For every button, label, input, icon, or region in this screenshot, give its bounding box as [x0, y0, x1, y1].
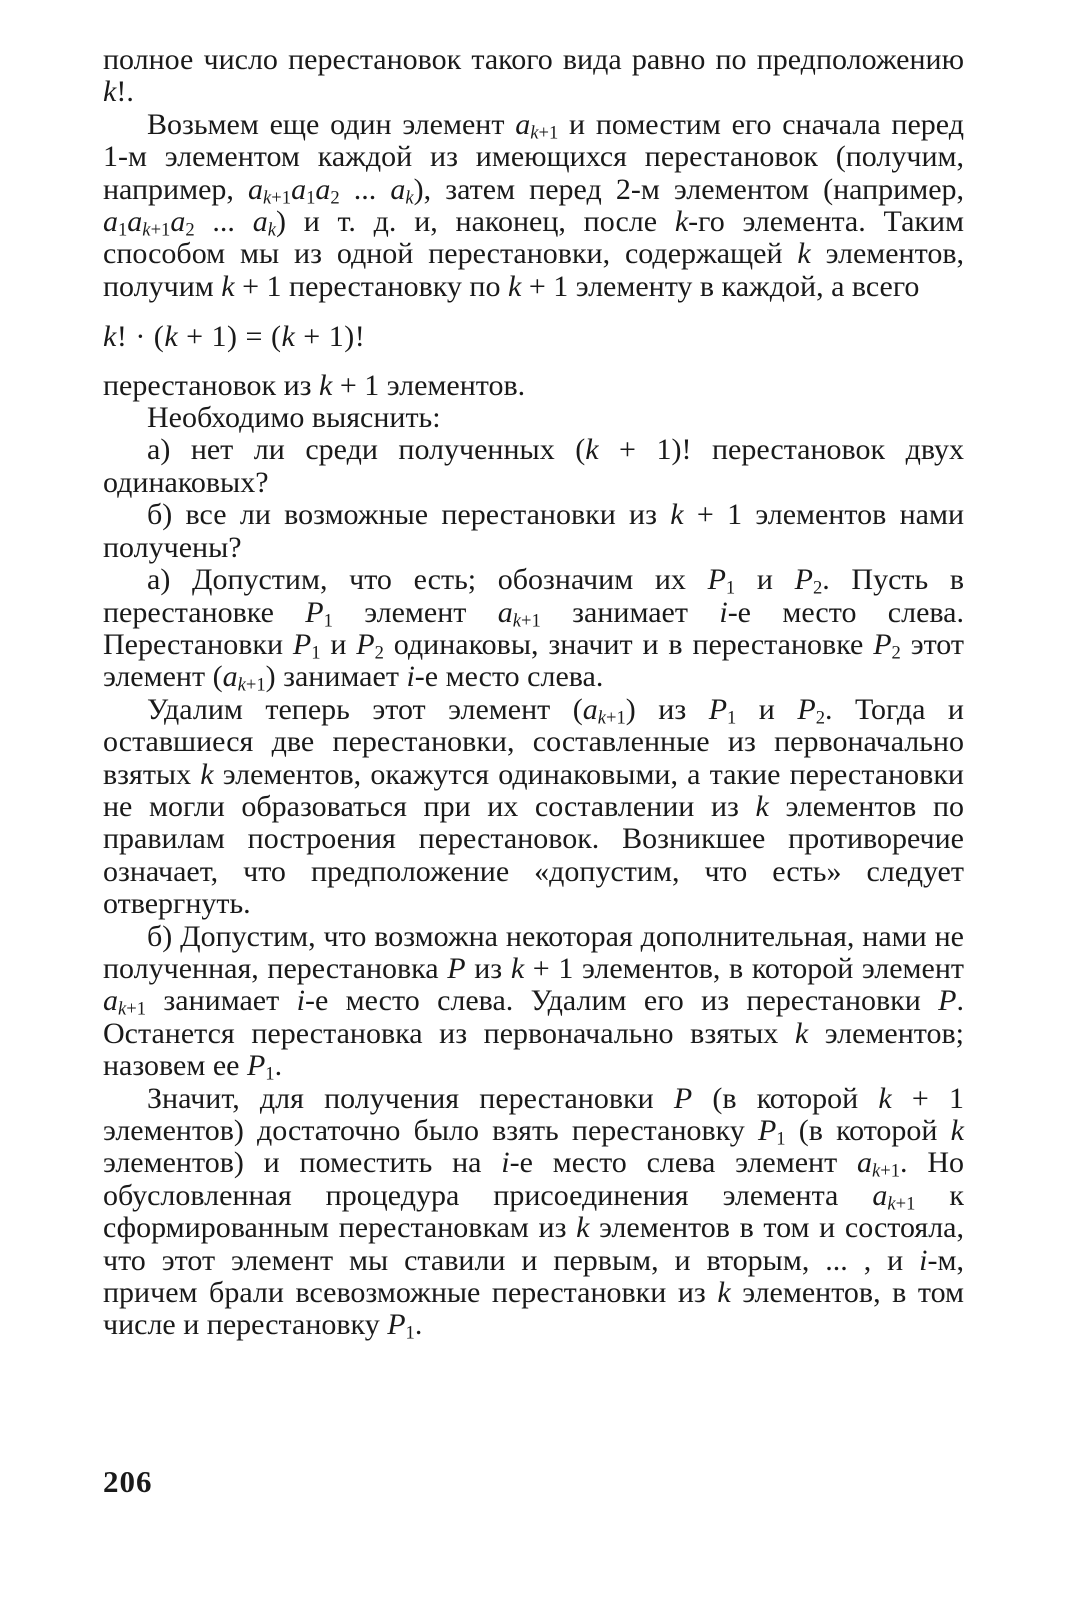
- paragraph: перестановок из k + 1 элементов.: [103, 368, 526, 402]
- page-number: 206: [103, 1464, 153, 1499]
- paragraph: полное число перестановок такого вида равно по предположению k!.: [103, 43, 964, 109]
- paragraph: б) Допустим, что возможна некоторая дополнительная, нами не полученная, перестановка P из k + 1 элементов, в которой элемент $a_{k+1}$ занимает i-е место слева. Удалим его из перестановки P. Останется перестановка из первоначально взятых k элементов; назовем ее $P_1$.: [103, 919, 965, 1085]
- paragraph: Значит, для получения перестановки P (в которой k + 1 элементов) достаточно было взять перестановку $P_1$ (в которой k элементов) и поместить на i-е место слева элемент $a_{k+1}$. Но обусловленная процедура присоединения элемента $a_{k+1}$ к сформированным перестановкам из k элементов в том и состояла, что этот элемент мы ставили и первым, и вторым, ... , и i-м, причем брали всевозможные перестановки из k элементов, в том числе и перестановку $P_1$.: [103, 1081, 965, 1345]
- paragraph: Удалим теперь этот элемент $(a_{k+1})$ из $P_1$ и $P_2$. Тогда и оставшиеся две перестановки, составленные из первоначально взятых k элементов, окажутся одинаковыми, а такие перестановки не могли образоваться при их составлении из k элементов по правилам построения перестановок. Возникшее противоречие означает, что предположение «допустим, что есть» следует отвергнуть.: [103, 692, 964, 921]
- display-formula: k! · (k + 1) = (k + 1)!: [103, 320, 366, 354]
- paragraph: Возьмем еще один элемент $a_{k+1}$ и поместим его сначала перед 1-м элементом каждой из имеющихся перестановок (получим, например, $a_{k+1}a_1a_2$ ... $a_k$), затем перед 2-м элементом (например, $a_1a_{k+1}a_2$ ... $a_k$) и т. д. и, наконец, после k-го элемента. Таким способом мы из одной перестановки, содержащей k элементов, получим k + 1 перестановку по k + 1 элементу в каждой, а всего: [103, 107, 965, 303]
- paragraph: а) Допустим, что есть; обозначим их $P_1$ и $P_2$. Пусть в перестановке $P_1$ элемент $a_{k+1}$ занимает i-е место слева. Перестановки $P_1$ и $P_2$ одинаковы, значит и в перестановке $P_2$ этот элемент $(a_{k+1})$ занимает i-е место слева.: [103, 563, 965, 696]
- body-text: [103, 43, 965, 1345]
- paragraph: б) все ли возможные перестановки из k + 1 элементов нами получены?: [103, 498, 964, 564]
- paragraph: Необходимо выяснить:: [147, 401, 441, 435]
- paragraph: а) нет ли среди полученных (k + 1)! перестановок двух одинаковых?: [103, 433, 964, 499]
